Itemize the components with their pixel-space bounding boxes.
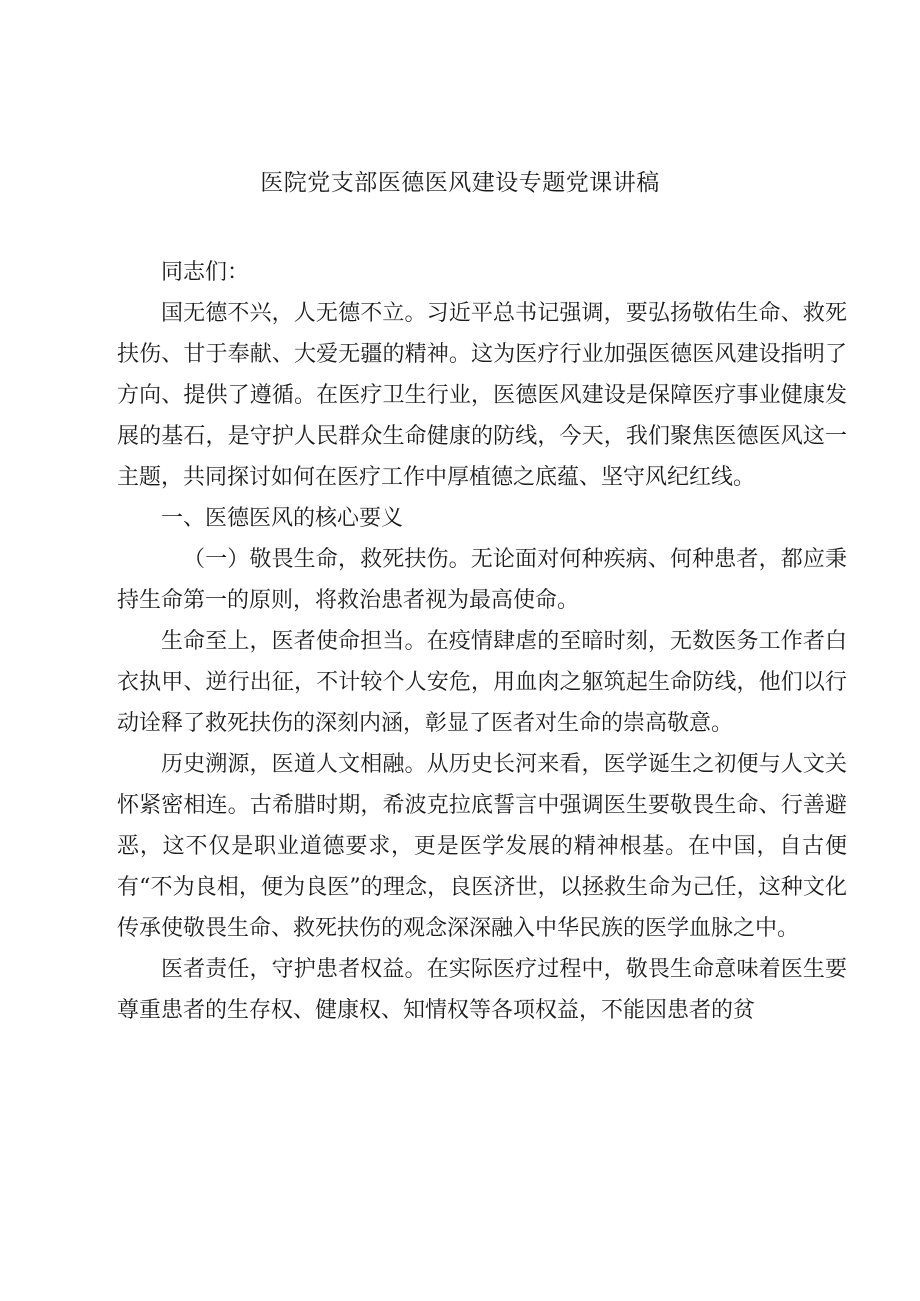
body-paragraph: 生命至上，医者使命担当。在疫情肆虐的至暗时刻，无数医务工作者白衣执甲、逆行出征，不计较个人安危，用血肉之躯筑起生命防线，他们以行动诠释了救死扶伤的深刻内涵，彰显了医者对生命的崇高敬意。	[117, 629, 847, 736]
section-heading: 一、医德医风的核心要义	[161, 506, 404, 531]
body-paragraph: 历史溯源，医道人文相融。从历史长河来看，医学诞生之初便与人文关怀紧密相连。古希腊时期，希波克拉底誓言中强调医生要敬畏生命、行善避恶，这不仅是职业道德要求，更是医学发展的精神根基。在中国，自古便有“不为良相，便为良医”的理念，良医济世，以拯救生命为己任，这种文化传承使敬畏生命、救死扶伤的观念深深融入中华民族的医学血脉之中。	[117, 752, 847, 941]
salutation: 同志们：	[161, 260, 250, 285]
subsection-heading: （一）敬畏生命，救死扶伤。无论面对何种疾病、何种患者，都应秉持生命第一的原则，将救治患者视为最高使命。	[117, 547, 847, 613]
document-body	[117, 252, 847, 1031]
body-paragraph: 医者责任，守护患者权益。在实际医疗过程中，敬畏生命意味着医生要尊重患者的生存权、健康权、知情权等各项权益，不能因患者的贫	[117, 957, 847, 1023]
document-title: 医院党支部医德医风建设专题党课讲稿	[260, 170, 660, 196]
intro-paragraph: 国无德不兴，人无德不立。习近平总书记强调，要弘扬敬佑生命、救死扶伤、甘于奉献、大爱无疆的精神。这为医疗行业加强医德医风建设指明了方向、提供了遵循。在医疗卫生行业，医德医风建设是保障医疗事业健康发展的基石，是守护人民群众生命健康的防线，今天，我们聚焦医德医风这一主题，共同探讨如何在医疗工作中厚植德之底蕴、坚守风纪红线。	[117, 301, 847, 490]
